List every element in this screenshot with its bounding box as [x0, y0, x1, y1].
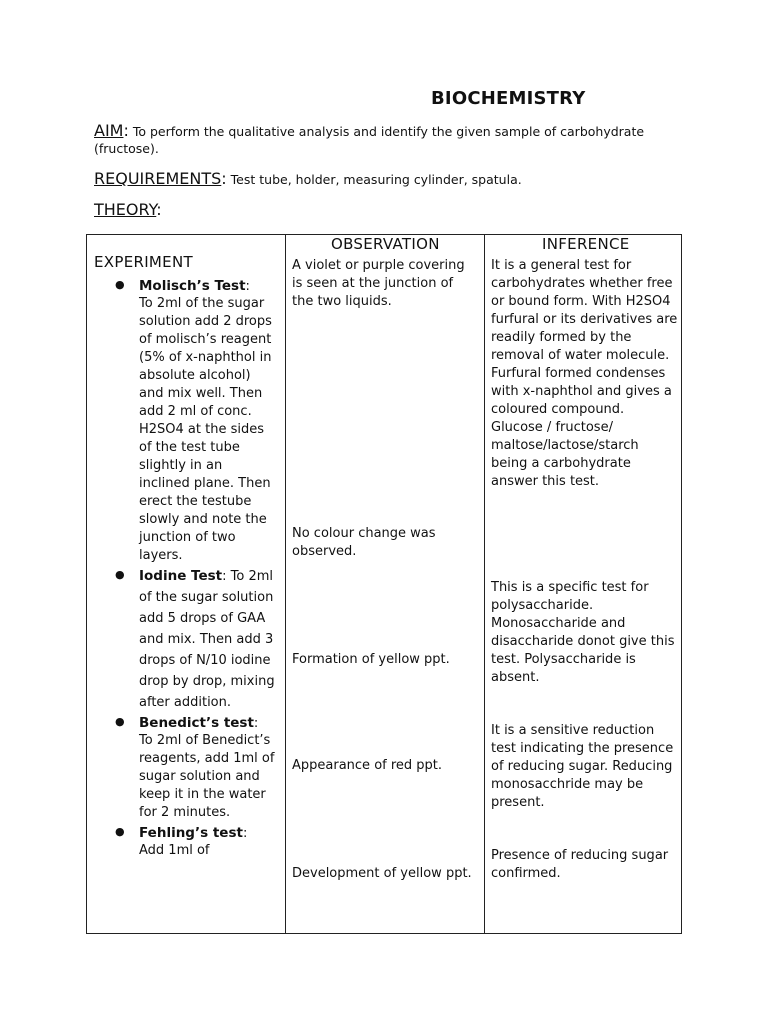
- aim-colon: :: [123, 121, 129, 140]
- aim-label: AIM: [94, 121, 124, 140]
- bullet-icon: ●: [115, 825, 125, 838]
- test-name: Benedict’s test: [139, 715, 254, 731]
- theory-label: THEORY: [94, 200, 157, 219]
- aim-section: [94, 122, 654, 157]
- test-name: Fehling’s test: [139, 825, 243, 841]
- inference-cell: It is a general test for carbohydrates whether free or bound form. With H2SO4 furfural or its derivatives are readily formed by the removal of water molecule. Furfural formed condenses with x-naphthol and gives a coloured compound. Glucose / fructose/ maltose/lactose/starch being a carbohydrate answer this test.: [491, 258, 678, 489]
- bullet-icon: ●: [115, 715, 125, 728]
- test-heading: [139, 822, 277, 842]
- test-item-molisch: [87, 275, 285, 565]
- observation-cell: Appearance of red ppt.: [292, 758, 443, 773]
- test-name: Molisch’s Test: [139, 278, 246, 294]
- theory-colon: :: [156, 200, 162, 219]
- inference-cell: This is a specific test for polysaccharide. Monosaccharide and disaccharide donot give this test. Polysaccharide is absent.: [491, 580, 675, 685]
- inference-cell: It is a sensitive reduction test indicating the presence of reducing sugar. Reducing monosacchride may be present.: [491, 723, 674, 810]
- column-divider: [285, 235, 286, 933]
- test-name: Iodine Test: [139, 568, 223, 584]
- test-colon: :: [245, 279, 250, 294]
- test-procedure: To 2ml of the sugar solution add 5 drops of GAA and mix. Then add 3 drops of N/10 iodine drop by drop, mixing after addition.: [139, 569, 275, 710]
- header-observation: OBSERVATION: [331, 235, 440, 253]
- observation-cell: Formation of yellow ppt.: [292, 652, 450, 667]
- test-colon: :: [253, 716, 259, 731]
- test-item-fehling: [87, 822, 285, 860]
- column-divider: [484, 235, 485, 933]
- test-heading: [139, 565, 277, 712]
- test-heading: [139, 712, 277, 732]
- page-title: BIOCHEMISTRY: [431, 88, 586, 109]
- test-item-iodine: [87, 565, 285, 712]
- header-inference: INFERENCE: [542, 235, 630, 253]
- results-table: [86, 234, 682, 934]
- test-item-benedict: [87, 712, 285, 822]
- requirements-colon: :: [221, 169, 227, 188]
- bullet-icon: ●: [115, 278, 125, 291]
- observation-cell: No colour change was observed.: [292, 526, 436, 559]
- test-colon: :: [242, 826, 248, 841]
- experiment-column: [87, 275, 285, 860]
- inference-cell: Presence of reducing sugar confirmed.: [491, 848, 669, 881]
- test-procedure: Add 1ml of: [139, 843, 210, 858]
- header-experiment: EXPERIMENT: [94, 253, 193, 271]
- observation-cell: Development of yellow ppt.: [292, 866, 472, 881]
- test-heading: [139, 275, 277, 295]
- aim-text: To perform the qualitative analysis and identify the given sample of carbohydrate (fructose).: [94, 124, 645, 156]
- test-procedure: To 2ml of the sugar solution add 2 drops of molisch’s reagent (5% of x-naphthol in absolute alcohol) and mix well. Then add 2 ml of conc. H2SO4 at the sides of the test tube slightly in an inclined plane. Then erect the testube slowly and note the junction of two layers.: [139, 296, 272, 563]
- requirements-section: [94, 170, 654, 188]
- test-procedure: To 2ml of Benedict’s reagents, add 1ml of sugar solution and keep it in the water for 2 minutes.: [139, 733, 275, 820]
- requirements-text: Test tube, holder, measuring cylinder, spatula.: [230, 172, 522, 187]
- requirements-label: REQUIREMENTS: [94, 169, 222, 188]
- observation-cell: A violet or purple covering is seen at the junction of the two liquids.: [292, 258, 465, 309]
- test-colon: :: [222, 569, 231, 584]
- bullet-icon: ●: [115, 568, 125, 581]
- theory-section: [94, 201, 654, 219]
